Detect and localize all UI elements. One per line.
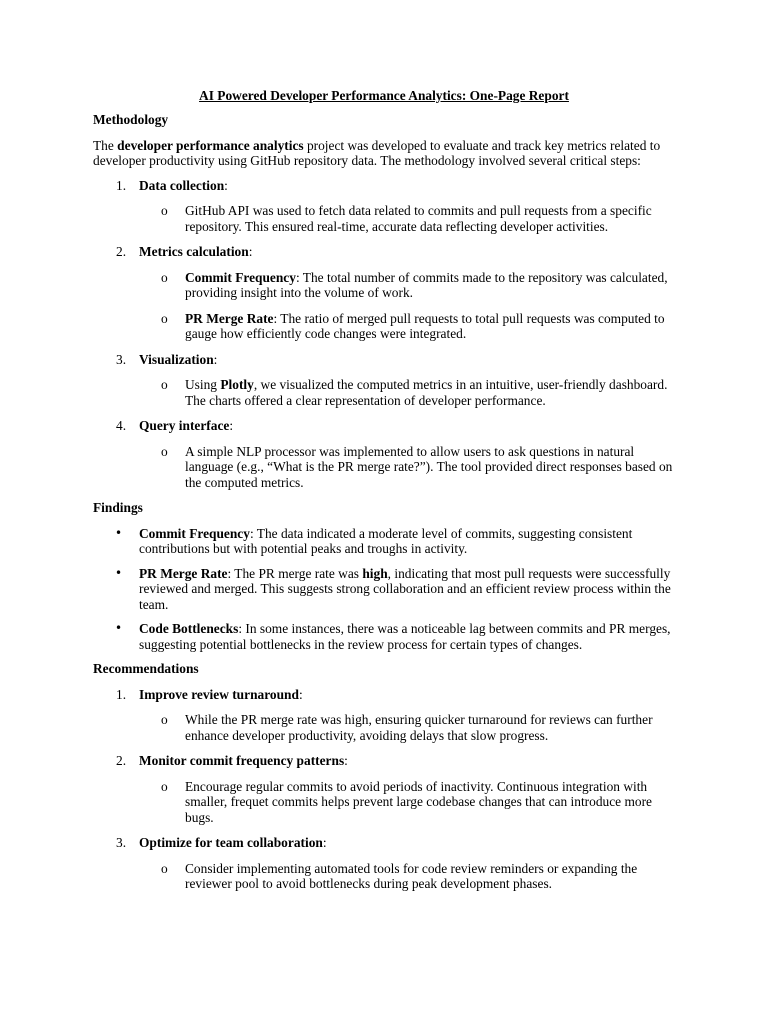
methodology-sub-item xyxy=(93,444,678,491)
intro-bold-text: developer performance analytics xyxy=(117,137,304,153)
step-suffix: : xyxy=(344,753,348,768)
report-title: AI Powered Developer Performance Analytics: One-Page Report xyxy=(199,88,569,103)
step-suffix: : xyxy=(322,835,327,850)
intro-text: The xyxy=(93,137,118,153)
finding-bold: PR Merge Rate xyxy=(139,565,228,581)
finding-text: : The data indicated a moderate level of commits, suggesting consistent contributions but with potential peaks and troughs in activity. xyxy=(139,525,633,556)
methodology-heading: Methodology xyxy=(93,112,169,127)
step-label: Monitor commit frequency patterns xyxy=(139,753,345,768)
report-body xyxy=(93,112,678,902)
methodology-step xyxy=(93,178,678,194)
sub-bullet-marker: o xyxy=(161,310,168,326)
methodology-sub-item xyxy=(93,270,678,301)
methodology-step xyxy=(93,244,678,260)
finding-bold: Commit Frequency xyxy=(139,525,250,541)
step-suffix: : xyxy=(224,177,228,193)
step-label: Data collection xyxy=(139,177,225,193)
list-number: 3. xyxy=(116,351,127,367)
sub-bullet-marker: o xyxy=(161,712,168,727)
finding-text: : In some instances, there was a noticeable lag between commits and PR merges, suggesting potential bottlenecks in the review process for certain types of changes. xyxy=(139,621,671,652)
sub-item-text: Consider implementing automated tools for code review reminders or expanding the reviewer pool to avoid bottlenecks during peak development phases. xyxy=(185,860,638,891)
finding-bold: Code Bottlenecks xyxy=(139,621,239,636)
findings-item xyxy=(93,526,678,557)
recommendation-step xyxy=(93,753,678,769)
bullet-marker: • xyxy=(115,621,123,635)
sub-item-bold: Commit Frequency xyxy=(185,269,296,285)
list-number: 1. xyxy=(116,686,127,702)
sub-item-bold: PR Merge Rate xyxy=(185,310,274,326)
sub-item-text: GitHub API was used to fetch data related to commits and pull requests from a specific repository. This ensured real-time, accurate data reflecting developer activities. xyxy=(185,203,652,234)
methodology-step xyxy=(93,418,678,434)
sub-item-bold: Plotly xyxy=(220,377,254,392)
list-number: 1. xyxy=(116,177,127,193)
findings-item xyxy=(93,621,678,652)
methodology-step xyxy=(93,352,678,368)
recommendation-step xyxy=(93,687,678,703)
step-suffix: : xyxy=(248,244,253,259)
sub-item-text: A simple NLP processor was implemented to allow users to ask questions in natural language (e.g., “What is the PR merge rate?”). The tool provided direct responses based on the computed metrics. xyxy=(185,443,673,490)
methodology-sub-item xyxy=(93,203,678,234)
list-number: 2. xyxy=(116,244,127,259)
sub-bullet-marker: o xyxy=(161,269,168,285)
intro-text: project was developed to evaluate and track key metrics related to developer productivity using GitHub repository data. The methodology involved several critical steps: xyxy=(93,137,661,168)
list-number: 2. xyxy=(116,753,127,768)
list-number: 4. xyxy=(116,418,127,433)
step-label: Visualization xyxy=(139,351,214,367)
step-label: Optimize for team collaboration xyxy=(139,835,323,850)
bullet-marker: • xyxy=(115,565,123,580)
recommendation-sub-item xyxy=(93,779,678,826)
step-label: Improve review turnaround xyxy=(139,686,299,702)
sub-bullet-marker: o xyxy=(161,860,168,876)
bullet-marker: • xyxy=(115,525,123,540)
methodology-sub-item xyxy=(93,311,678,342)
methodology-sub-item xyxy=(93,377,678,408)
sub-item-text: : The total number of commits made to the repository was calculated, providing insight into the volume of work. xyxy=(185,269,668,300)
recommendation-sub-item xyxy=(93,861,678,892)
findings-item xyxy=(93,566,678,613)
finding-text-tail: , indicating that most pull requests were successfully reviewed and merged. This suggests strong collaboration and an efficient review process within the team. xyxy=(139,565,671,612)
recommendation-step xyxy=(93,835,678,851)
sub-item-text: Encourage regular commits to avoid periods of inactivity. Continuous integration with smaller, frequet commits helps prevent large codebase changes that can introduce more bugs. xyxy=(185,778,652,825)
list-number: 3. xyxy=(116,835,127,850)
sub-bullet-marker: o xyxy=(161,377,168,392)
recommendation-sub-item xyxy=(93,712,678,743)
finding-bold-inline: high xyxy=(362,565,388,581)
sub-bullet-marker: o xyxy=(161,203,168,218)
sub-item-pre: Using xyxy=(185,377,221,392)
sub-item-text: While the PR merge rate was high, ensuring quicker turnaround for reviews can further enhance developer productivity, avoiding delays that slow progress. xyxy=(185,712,653,743)
finding-text: : The PR merge rate was xyxy=(227,565,363,581)
sub-item-text: , we visualized the computed metrics in an intuitive, user-friendly dashboard. The charts offered a clear representation of developer performance. xyxy=(185,377,668,408)
sub-item-text: : The ratio of merged pull requests to total pull requests was computed to gauge how efficiently code changes were integrated. xyxy=(185,310,665,341)
methodology-intro xyxy=(93,138,678,169)
recommendations-heading: Recommendations xyxy=(93,661,199,676)
step-suffix: : xyxy=(229,418,234,433)
step-label: Metrics calculation xyxy=(139,244,249,259)
step-suffix: : xyxy=(298,686,303,702)
findings-heading: Findings xyxy=(93,500,143,515)
sub-bullet-marker: o xyxy=(161,443,168,459)
step-label: Query interface xyxy=(139,418,230,433)
sub-bullet-marker: o xyxy=(161,778,168,794)
step-suffix: : xyxy=(213,351,218,367)
